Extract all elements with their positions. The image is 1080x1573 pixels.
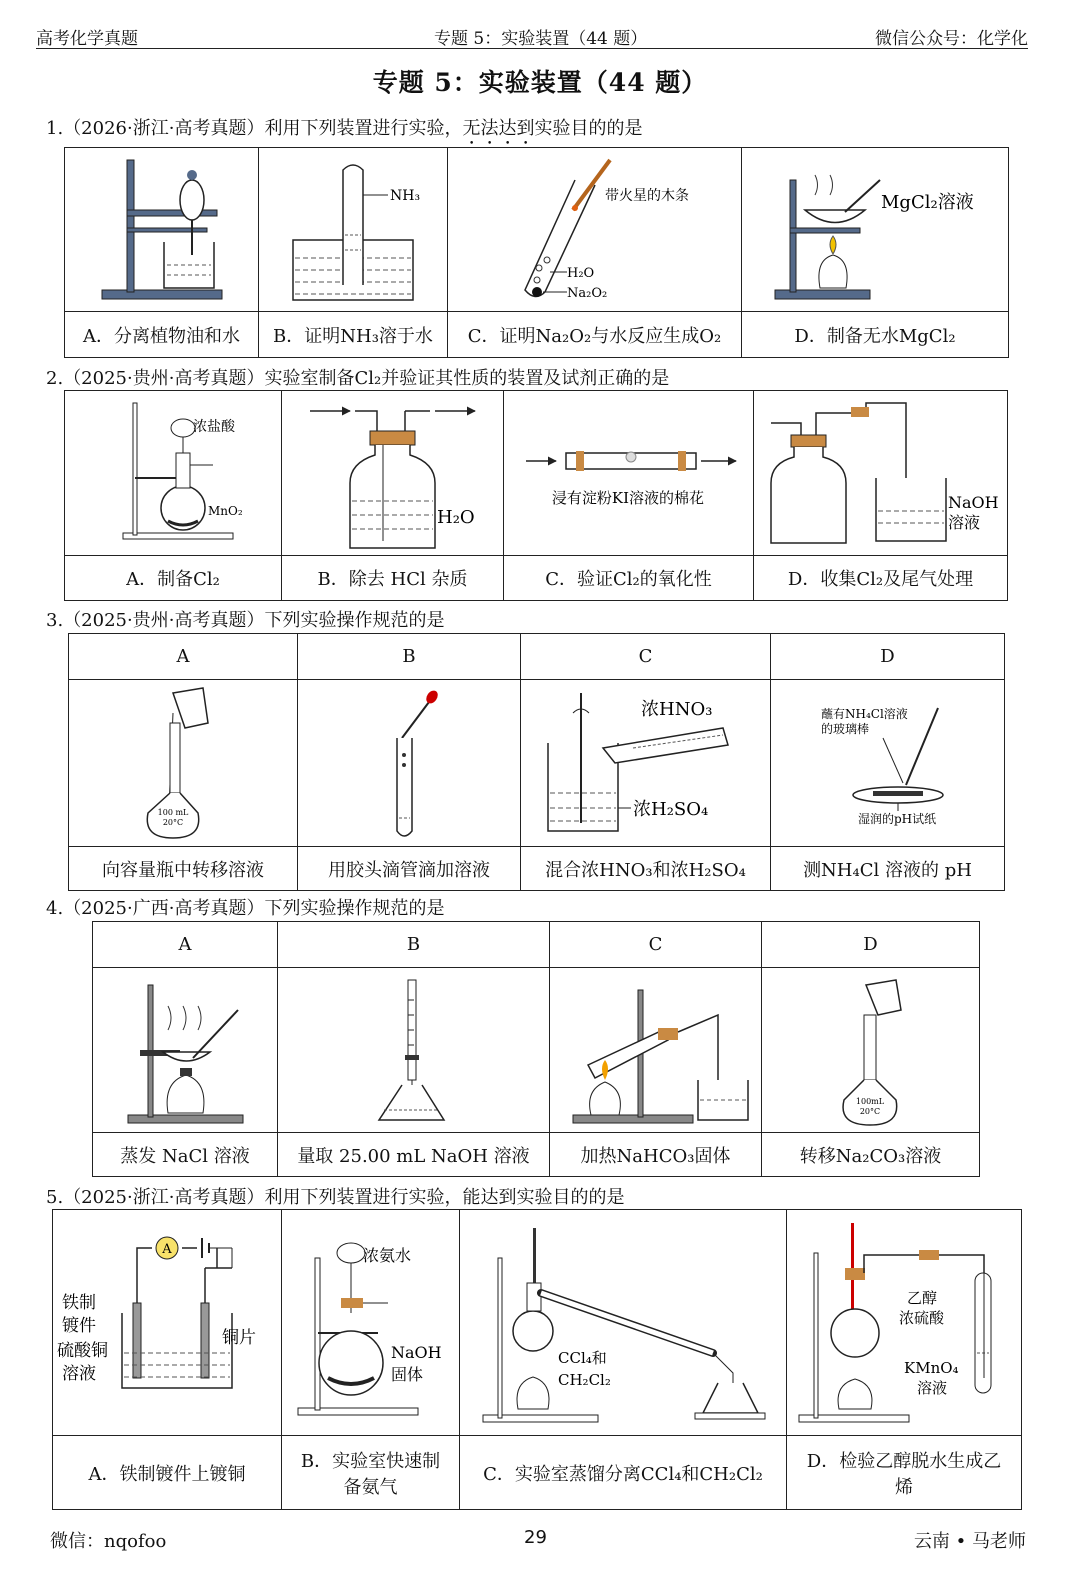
question-1-table xyxy=(64,147,1009,358)
label-conc-hno3: 浓HNO₃ xyxy=(641,699,713,720)
q5-option-c: C．实验室蒸馏分离CCl₄和CH₂Cl₂ xyxy=(460,1436,787,1510)
label-naoh-b: NaOH xyxy=(391,1342,442,1362)
question-5-stem: 5.（2025·浙江·高考真题）利用下列装置进行实验，能达到实验目的的是 xyxy=(46,1187,625,1208)
q1-figure-b xyxy=(259,148,448,312)
header-right: 微信公众号：化学化 xyxy=(875,29,1028,49)
question-5-table xyxy=(52,1209,1022,1510)
q5-option-d: D．检验乙醇脱水生成乙 烯 xyxy=(787,1436,1022,1510)
q2-figure-d xyxy=(754,391,1008,556)
label-solution-d: 溶液 xyxy=(917,1378,948,1397)
q1-option-c: C．证明Na₂O₂与水反应生成O₂ xyxy=(448,312,742,358)
q1-option-b: B．证明NH₃溶于水 xyxy=(259,312,448,358)
q2-figure-b xyxy=(282,391,504,556)
label-conc-h2so4-d: 浓硫酸 xyxy=(899,1308,945,1327)
label-iron-2: 镀件 xyxy=(62,1315,96,1336)
label-conc-ammonia: 浓氨水 xyxy=(363,1245,412,1265)
label-stick: 带火星的木条 xyxy=(604,187,689,204)
q4-option-a: 蒸发 NaCl 溶液 xyxy=(93,1133,278,1177)
footer-right: 云南 • 马老师 xyxy=(913,1531,1026,1552)
label-solution: 溶液 xyxy=(947,513,980,532)
q4-figure-c xyxy=(550,968,762,1133)
q2-option-b: B．除去 HCl 杂质 xyxy=(282,556,504,601)
q5-figure-b xyxy=(282,1210,460,1436)
q2-figure-a xyxy=(65,391,282,556)
q3-option-a: 向容量瓶中转移溶液 xyxy=(69,847,298,891)
q3-head-d: D xyxy=(771,634,1005,680)
label-ccl4: CCl₄和 xyxy=(558,1348,607,1367)
label-naoh: NaOH xyxy=(947,493,999,512)
label-iron-1: 铁制 xyxy=(62,1292,96,1313)
label-rod-2: 的玻璃棒 xyxy=(820,722,869,736)
q4-option-c: 加热NaHCO₃固体 xyxy=(550,1133,762,1177)
label-conc-h2so4: 浓H₂SO₄ xyxy=(633,799,709,820)
question-4-table xyxy=(92,921,980,1177)
q3-head-b: B xyxy=(298,634,521,680)
label-cotton: 浸有淀粉KI溶液的棉花 xyxy=(551,489,705,507)
label-h2o: H₂O xyxy=(566,265,594,281)
label-cuso4-1: 硫酸铜 xyxy=(57,1340,108,1361)
q4-option-d: 转移Na₂CO₃溶液 xyxy=(762,1133,980,1177)
question-4-stem: 4.（2025·广西·高考真题）下列实验操作规范的是 xyxy=(46,898,445,919)
q4-figure-a xyxy=(93,968,278,1133)
page-number: 29 xyxy=(524,1527,547,1548)
label-cuso4-2: 溶液 xyxy=(62,1363,96,1384)
q2-option-a: A．制备Cl₂ xyxy=(65,556,282,601)
q4-figure-b xyxy=(278,968,550,1133)
label-rod-1: 蘸有NH₄Cl溶液 xyxy=(820,707,908,721)
q1-option-a: A．分离植物油和水 xyxy=(65,312,259,358)
q2-option-c: C．验证Cl₂的氧化性 xyxy=(504,556,754,601)
q1-option-d: D．制备无水MgCl₂ xyxy=(742,312,1009,358)
q3-option-c: 混合浓HNO₃和浓H₂SO₄ xyxy=(521,847,771,891)
q5-figure-d xyxy=(787,1210,1022,1436)
label-ch2cl2: CH₂Cl₂ xyxy=(558,1370,611,1389)
question-2-table xyxy=(64,390,1008,601)
emphasis-text: 无法达到 xyxy=(462,118,535,139)
q3-figure-c xyxy=(521,680,771,847)
label-kmno4: KMnO₄ xyxy=(904,1358,959,1377)
q3-option-b: 用胶头滴管滴加溶液 xyxy=(298,847,521,891)
label-flask-temp: 20°C xyxy=(162,818,184,827)
q3-figure-a xyxy=(69,680,298,847)
q2-figure-c xyxy=(504,391,754,556)
q5-figure-a xyxy=(53,1210,282,1436)
header-left: 高考化学真题 xyxy=(36,29,138,49)
page-header xyxy=(36,22,1028,49)
label-mno2: MnO₂ xyxy=(208,504,243,518)
q4-option-b: 量取 25.00 mL NaOH 溶液 xyxy=(278,1133,550,1177)
q1-figure-d xyxy=(742,148,1009,312)
label-flask-volume: 100 mL xyxy=(157,808,189,817)
question-3-table xyxy=(68,633,1005,891)
ammeter-label: A xyxy=(162,1241,172,1257)
q4-head-c: C xyxy=(550,922,762,968)
q4-head-b: B xyxy=(278,922,550,968)
header-center: 专题 5：实验装置（44 题） xyxy=(434,29,648,49)
q5-figure-c xyxy=(460,1210,787,1436)
q3-option-d: 测NH₄Cl 溶液的 pH xyxy=(771,847,1005,891)
q2-option-d: D．收集Cl₂及尾气处理 xyxy=(754,556,1008,601)
q3-figure-b xyxy=(298,680,521,847)
question-2-stem: 2.（2025·贵州·高考真题）实验室制备Cl₂并验证其性质的装置及试剂正确的是 xyxy=(46,368,670,389)
label-na2o2: Na₂O₂ xyxy=(566,285,607,301)
q5-option-a: A．铁制镀件上镀铜 xyxy=(53,1436,282,1510)
q3-figure-d xyxy=(771,680,1005,847)
q3-head-a: A xyxy=(69,634,298,680)
label-ethanol: 乙醇 xyxy=(907,1288,938,1307)
q3-head-c: C xyxy=(521,634,771,680)
label-flask-volume-4: 100mL xyxy=(855,1097,884,1106)
q4-head-a: A xyxy=(93,922,278,968)
question-1-stem: 1.（2026·浙江·高考真题）利用下列装置进行实验，无法达到实验目的的是 xyxy=(46,118,643,139)
q4-figure-d xyxy=(762,968,980,1133)
label-mgcl2: MgCl₂溶液 xyxy=(881,191,974,213)
q1-figure-c xyxy=(448,148,742,312)
q4-head-d: D xyxy=(762,922,980,968)
question-3-stem: 3.（2025·贵州·高考真题）下列实验操作规范的是 xyxy=(46,610,445,631)
label-flask-temp-4: 20°C xyxy=(859,1107,880,1116)
label-copper: 铜片 xyxy=(222,1327,256,1348)
page-title: 专题 5：实验装置（44 题） xyxy=(372,68,708,97)
footer-left: 微信：nqofoo xyxy=(50,1531,167,1552)
separatory-funnel-diagram xyxy=(72,150,252,310)
label-h2o-b: H₂O xyxy=(437,507,475,528)
q1-figure-a xyxy=(65,148,259,312)
label-nh3: NH₃ xyxy=(390,187,421,204)
q5-option-b: B．实验室快速制 备氨气 xyxy=(282,1436,460,1510)
label-conc-hcl: 浓盐酸 xyxy=(193,419,235,435)
label-ph-paper: 湿润的pH试纸 xyxy=(857,812,936,826)
label-solid: 固体 xyxy=(391,1364,424,1384)
